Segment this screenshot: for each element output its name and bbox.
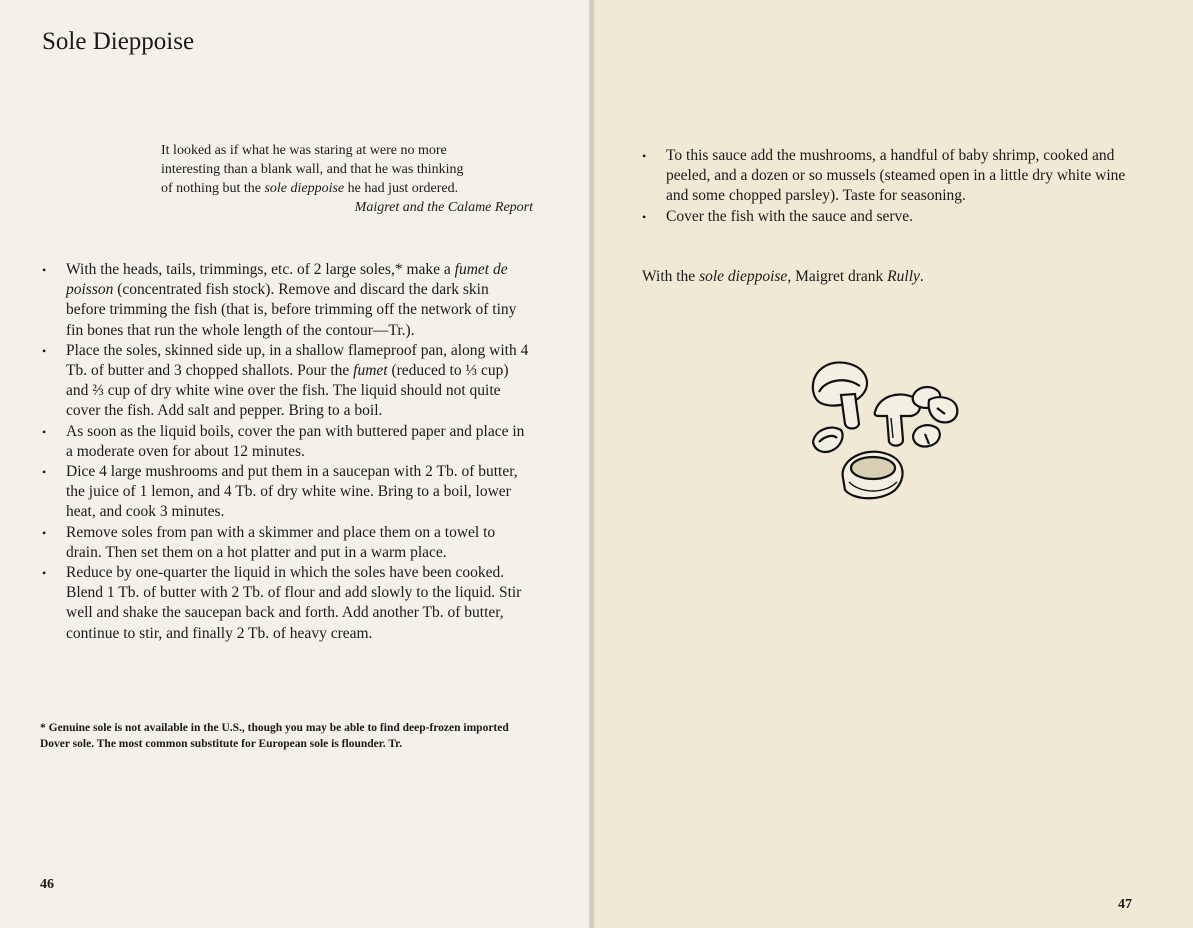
closing-emphasis: sole dieppoise — [699, 268, 788, 285]
epigraph-line: It looked as if what he was staring at were no more — [161, 143, 447, 158]
closing-text: . — [919, 268, 924, 285]
recipe-steps-continued — [642, 146, 1127, 227]
recipe-step — [42, 260, 532, 341]
epigraph-text: he had just ordered. — [344, 181, 459, 196]
step-emphasis: fumet de poisson — [66, 261, 508, 299]
epigraph-line — [161, 179, 533, 198]
closing-line — [642, 268, 924, 286]
page-number: 47 — [1118, 897, 1132, 912]
closing-text: With the — [642, 268, 700, 285]
step-text: Place the soles, skinned side up, in a shallow flameproof pan, along with 4 Tb. of butter and 3 chopped shallots. Pour the — [66, 341, 529, 380]
epigraph-emphasis: sole dieppoise — [264, 181, 345, 196]
epigraph-line: interesting than a blank wall, and that he was thinking — [161, 162, 464, 177]
recipe-step — [42, 341, 532, 422]
closing-emphasis: Rully — [887, 268, 920, 285]
footnote: * Genuine sole is not available in the U.S., though you may be able to find deep-frozen imported Dover sole. The most common substitute for European sole is flounder. Tr. — [40, 722, 509, 750]
closing-text: , Maigret drank — [787, 268, 888, 285]
epigraph-text: of nothing but the — [161, 181, 265, 196]
recipe-step: • Remove soles from pan with a skimmer and place them on a towel to drain. Then set them on a hot platter and put in a warm place. — [42, 523, 532, 563]
step-text: With the heads, tails, trimmings, etc. of 2 large soles,* make a — [66, 261, 455, 278]
epigraph — [161, 141, 533, 217]
recipe-step: • Dice 4 large mushrooms and put them in a saucepan with 2 Tb. of butter, the juice of 1 lemon, and 4 Tb. of dry white wine. Bring to a boil, lower heat, and cook 3 minutes. — [42, 462, 532, 523]
right-page — [595, 0, 1193, 928]
page-number: 46 — [40, 877, 54, 892]
recipe-steps — [42, 260, 532, 644]
recipe-step: • Reduce by one-quarter the liquid in which the soles have been cooked. Blend 1 Tb. of butter with 2 Tb. of flour and add slowly to the liquid. Stir well and shake the saucepan back and forth. Add another Tb. of butter, continue to stir, and finally 2 Tb. of heavy cream. — [42, 563, 532, 644]
step-emphasis: fumet — [353, 362, 388, 380]
mushrooms-illustration — [805, 350, 985, 515]
epigraph-source: Maigret and the Calame Report — [354, 200, 533, 215]
recipe-step: • Cover the fish with the sauce and serve. — [642, 207, 1127, 227]
page-title: Sole Dieppoise — [42, 28, 195, 55]
left-page — [0, 0, 589, 928]
step-text: (concentrated fish stock). Remove and discard the dark skin before trimming the fish (that is, before trimming off the network of tiny fin bones that run the whole length of the contour—Tr.). — [66, 281, 517, 339]
step-text: (reduced to ⅓ cup) and ⅔ cup of dry white wine over the fish. The liquid should not quite cover the fish. Add salt and pepper. Bring to a boil. — [66, 362, 509, 420]
recipe-step: • To this sauce add the mushrooms, a handful of baby shrimp, cooked and peeled, and a dozen or so mussels (steamed open in a little dry white wine and some chopped parsley). Taste for seasoning. — [642, 146, 1127, 207]
recipe-step: • As soon as the liquid boils, cover the pan with buttered paper and place in a moderate oven for about 12 minutes. — [42, 422, 532, 462]
